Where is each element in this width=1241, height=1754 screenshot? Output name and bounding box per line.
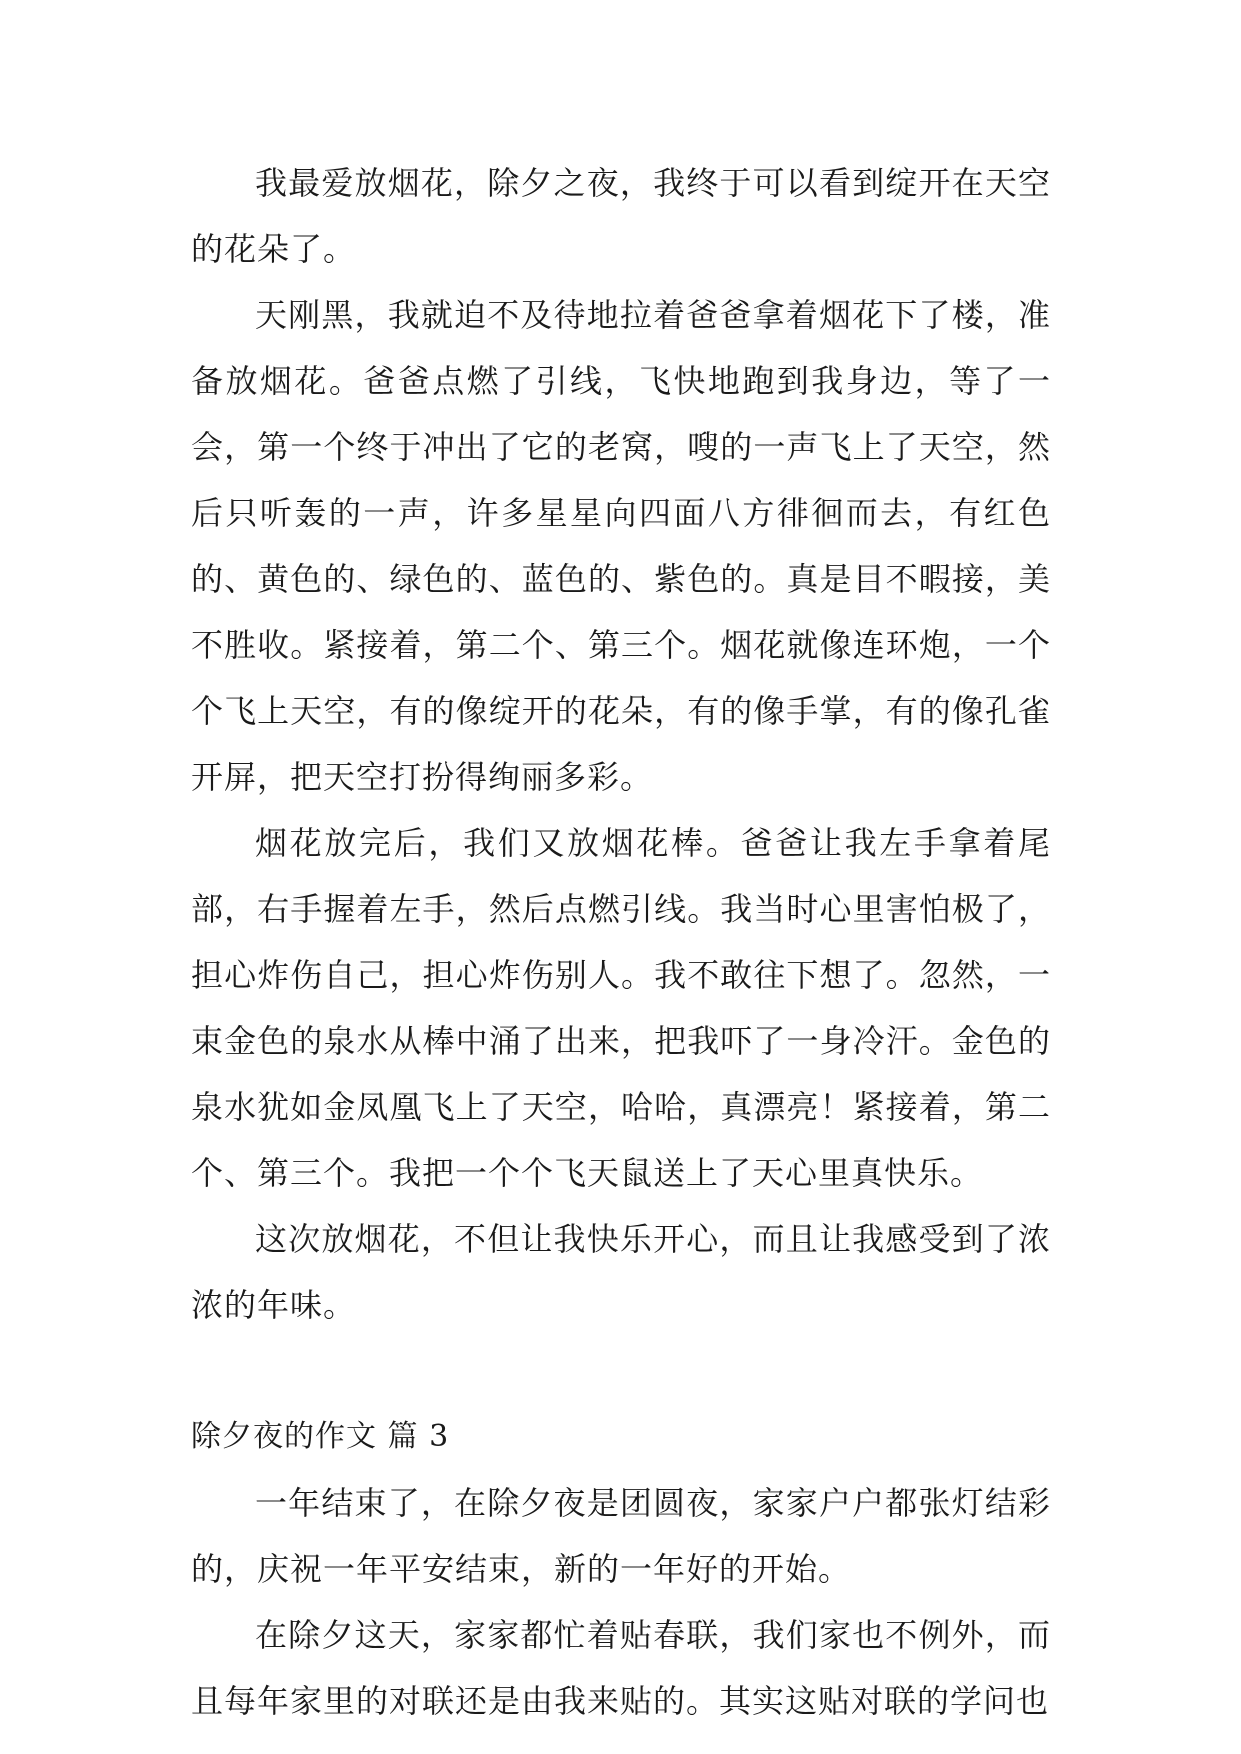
paragraph-new-year-eve: 一年结束了，在除夕夜是团圆夜，家家户户都张灯结彩的，庆祝一年平安结束，新的一年好的开始。 — [191, 1484, 1051, 1588]
section-spacer — [191, 1338, 1051, 1404]
paragraph-intro: 我最爱放烟花，除夕之夜，我终于可以看到绽开在天空的花朵了。 — [191, 164, 1051, 268]
document-page — [191, 150, 1051, 1734]
paragraph-conclusion: 这次放烟花，不但让我快乐开心，而且让我感受到了浓浓的年味。 — [191, 1220, 1051, 1324]
paragraph-couplets: 在除夕这天，家家都忙着贴春联，我们家也不例外，而且每年家里的对联还是由我来贴的。其实这贴对联的学问也 — [191, 1616, 1051, 1720]
paragraph-sparkler: 烟花放完后，我们又放烟花棒。爸爸让我左手拿着尾部，右手握着左手，然后点燃引线。我当时心里害怕极了，担心炸伤自己，担心炸伤别人。我不敢往下想了。忽然，一束金色的泉水从棒中涌了出来，把我吓了一身冷汗。金色的泉水犹如金凤凰飞上了天空，哈哈，真漂亮！紧接着，第二个、第三个。我把一个个飞天鼠送上了天心里真快乐。 — [191, 824, 1051, 1192]
essay-heading: 除夕夜的作文 篇 3 — [191, 1419, 450, 1454]
paragraph-fireworks-launch: 天刚黑，我就迫不及待地拉着爸爸拿着烟花下了楼，准备放烟花。爸爸点燃了引线，飞快地跑到我身边，等了一会，第一个终于冲出了它的老窝，嗖的一声飞上了天空，然后只听轰的一声，许多星星向四面八方徘徊而去，有红色的、黄色的、绿色的、蓝色的、紫色的。真是目不暇接，美不胜收。紧接着，第二个、第三个。烟花就像连环炮，一个个飞上天空，有的像绽开的花朵，有的像手掌，有的像孔雀开屏，把天空打扮得绚丽多彩。 — [191, 296, 1051, 796]
